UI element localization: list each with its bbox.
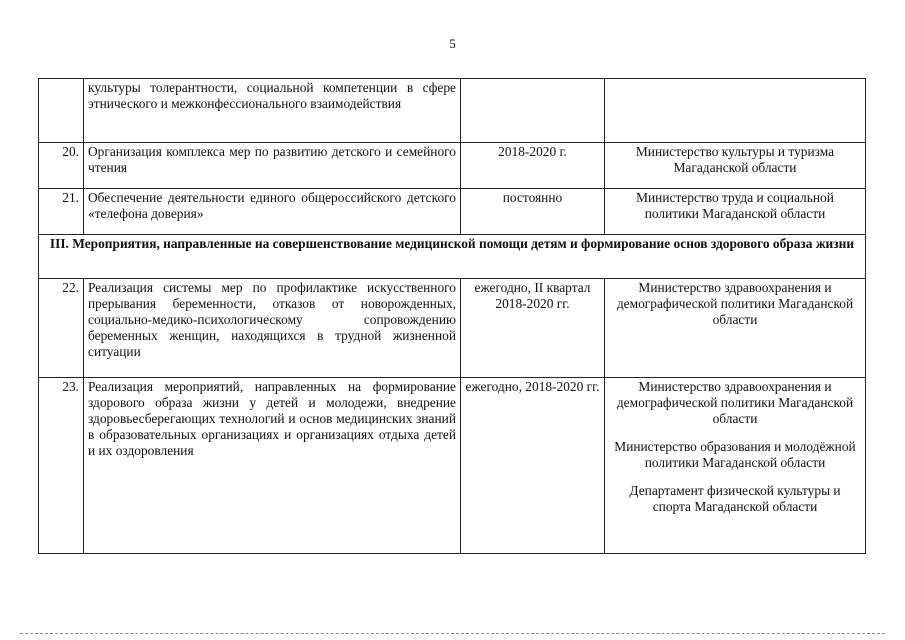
section-title: III. Мероприятия, направленные на совершенствование медицинской помощи детям и формирование основ здорового образа жизни	[39, 235, 866, 279]
row-number	[39, 79, 84, 143]
table-row	[39, 189, 866, 235]
measure-name: культуры толерантности, социальной компетенции в сфере этнического и межконфессионального взаимодействия	[84, 79, 461, 143]
measure-period: постоянно	[461, 189, 605, 235]
executor-name: Министерство культуры и туризма Магаданской области	[635, 144, 835, 175]
measure-period: ежегодно, II квартал 2018-2020 гг.	[461, 279, 605, 378]
measure-period: ежегодно, 2018-2020 гг.	[461, 378, 605, 554]
measure-period: 2018-2020 г.	[461, 143, 605, 189]
table-row	[39, 79, 866, 143]
executor-name: Министерство здравоохранения и демографической политики Магаданской области	[616, 379, 854, 426]
section-row	[39, 235, 866, 279]
table-row	[39, 143, 866, 189]
executor-name: Министерство труда и социальной политики Магаданской области	[636, 190, 834, 221]
measure-period	[461, 79, 605, 143]
page-number: 5	[449, 36, 456, 51]
measure-executor	[605, 79, 866, 143]
measure-name: Организация комплекса мер по развитию детского и семейного чтения	[84, 143, 461, 189]
table-row	[39, 279, 866, 378]
measure-name: Обеспечение деятельности единого общероссийского детского «телефона доверия»	[84, 189, 461, 235]
row-number: 23.	[39, 378, 84, 554]
row-number: 20.	[39, 143, 84, 189]
row-number: 21.	[39, 189, 84, 235]
executor-name: Министерство образования и молодёжной политики Магаданской области	[614, 439, 856, 470]
page-edge-line	[20, 633, 885, 634]
table-row	[39, 378, 866, 554]
measure-name: Реализация системы мер по профилактике искусственного прерывания беременности, отказов от новорожденных, социально-медико-психологическому сопровождению беременных женщин, находящихся в трудной жизненной ситуации	[84, 279, 461, 378]
measures-table	[38, 78, 866, 554]
measure-executor	[605, 378, 866, 554]
measure-executor	[605, 143, 866, 189]
row-number: 22.	[39, 279, 84, 378]
measure-name: Реализация мероприятий, направленных на формирование здорового образа жизни у детей и молодежи, внедрение здоровьесберегающих технологий и основ медицинских знаний в образовательных организациях и организациях отдыха детей и их оздоровления	[84, 378, 461, 554]
measure-executor	[605, 279, 866, 378]
executor-name: Министерство здравоохранения и демографической политики Магаданской области	[616, 280, 854, 327]
executor-name: Департамент физической культуры и спорта Магаданской области	[629, 483, 841, 514]
measure-executor	[605, 189, 866, 235]
